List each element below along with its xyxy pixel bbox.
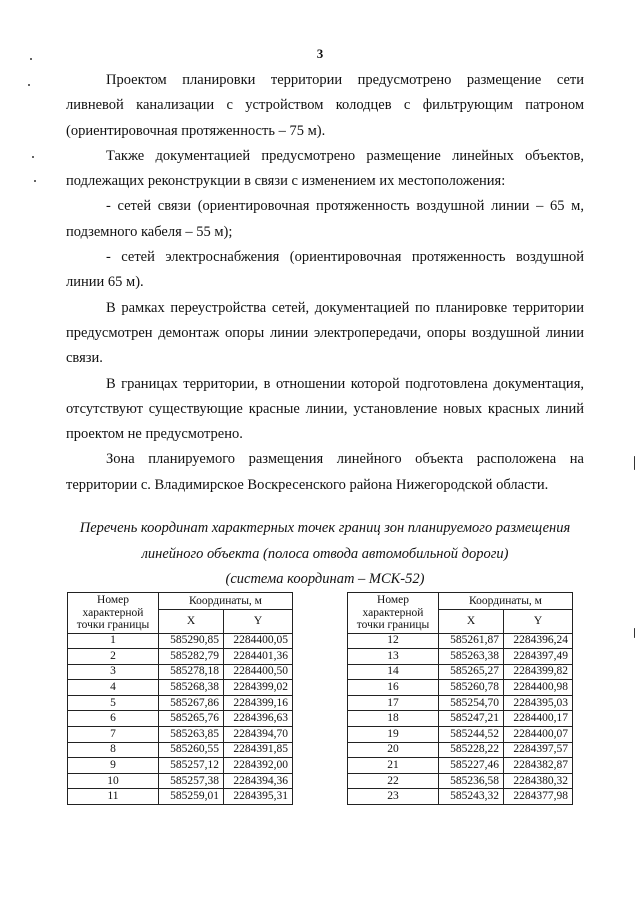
y-coordinate-cell: 2284392,00: [224, 758, 293, 774]
y-coordinate-cell: 2284382,87: [504, 758, 573, 774]
y-coordinate-cell: 2284399,82: [504, 664, 573, 680]
table-row: [68, 789, 293, 805]
column-header-y: Y: [224, 610, 293, 633]
paragraph-stormwater: Проектом планировки территории предусмотрено размещение сети ливневой канализации с устройством колодцев с фильтрующим патроном (ориентировочная протяженность – 75 м).: [66, 72, 584, 139]
point-number-cell: 11: [68, 789, 159, 805]
table-row: [348, 711, 573, 727]
table-caption: [60, 516, 590, 593]
x-coordinate-cell: 585260,78: [439, 680, 504, 696]
column-header-coordinates: Координаты, м: [159, 593, 293, 610]
paragraph-communication-networks: - сетей связи (ориентировочная протяженность воздушной линии – 65 м, подземного кабеля – 55 м);: [66, 198, 584, 240]
table-row: [68, 695, 293, 711]
x-coordinate-cell: 585282,79: [159, 649, 224, 665]
x-coordinate-cell: 585227,46: [439, 758, 504, 774]
y-coordinate-cell: 2284396,63: [224, 711, 293, 727]
column-header-y: Y: [504, 610, 573, 633]
table-row: [68, 664, 293, 680]
y-coordinate-cell: 2284397,49: [504, 649, 573, 665]
y-coordinate-cell: 2284399,16: [224, 695, 293, 711]
table-row: [68, 633, 293, 649]
y-coordinate-cell: 2284391,85: [224, 742, 293, 758]
point-number-cell: 18: [348, 711, 439, 727]
table-row: [68, 742, 293, 758]
point-number-cell: 19: [348, 727, 439, 743]
table-row: [68, 680, 293, 696]
x-coordinate-cell: 585267,86: [159, 695, 224, 711]
scan-speck: [634, 456, 635, 470]
scan-speck: [34, 180, 36, 182]
y-coordinate-cell: 2284394,36: [224, 773, 293, 789]
table-row: [348, 695, 573, 711]
point-number-cell: 6: [68, 711, 159, 727]
x-coordinate-cell: 585263,38: [439, 649, 504, 665]
x-coordinate-cell: 585254,70: [439, 695, 504, 711]
paragraph-power-networks: - сетей электроснабжения (ориентировочная протяженность воздушной линии 65 м).: [66, 249, 584, 291]
y-coordinate-cell: 2284400,05: [224, 633, 293, 649]
table-body-left: [68, 633, 293, 805]
table-row: [348, 742, 573, 758]
table-row: [348, 649, 573, 665]
column-header-x: X: [159, 610, 224, 633]
caption-line: (система координат – МСК-52): [225, 571, 425, 587]
y-coordinate-cell: 2284400,17: [504, 711, 573, 727]
column-header-x: X: [439, 610, 504, 633]
y-coordinate-cell: 2284380,32: [504, 773, 573, 789]
x-coordinate-cell: 585260,55: [159, 742, 224, 758]
table-row: [348, 664, 573, 680]
x-coordinate-cell: 585247,21: [439, 711, 504, 727]
point-number-cell: 16: [348, 680, 439, 696]
y-coordinate-cell: 2284396,24: [504, 633, 573, 649]
column-header-point-number: Номер характерной точки границы: [68, 593, 159, 634]
table-row: [348, 727, 573, 743]
paragraph-red-lines: В границах территории, в отношении которой подготовлена документация, отсутствуют существующие красные линии, установление новых красных линий проектом не предусмотрено.: [66, 375, 584, 443]
scan-speck: [634, 628, 635, 638]
table-row: [348, 680, 573, 696]
table-row: [68, 758, 293, 774]
point-number-cell: 23: [348, 789, 439, 805]
table-row: [68, 727, 293, 743]
table-row: [68, 711, 293, 727]
x-coordinate-cell: 585257,12: [159, 758, 224, 774]
y-coordinate-cell: 2284399,02: [224, 680, 293, 696]
y-coordinate-cell: 2284395,31: [224, 789, 293, 805]
column-header-coordinates: Координаты, м: [439, 593, 573, 610]
column-header-point-number: Номер характерной точки границы: [348, 593, 439, 634]
x-coordinate-cell: 585261,87: [439, 633, 504, 649]
scan-speck: [30, 58, 32, 60]
point-number-cell: 5: [68, 695, 159, 711]
y-coordinate-cell: 2284400,50: [224, 664, 293, 680]
y-coordinate-cell: 2284397,57: [504, 742, 573, 758]
x-coordinate-cell: 585278,18: [159, 664, 224, 680]
point-number-cell: 13: [348, 649, 439, 665]
point-number-cell: 1: [68, 633, 159, 649]
x-coordinate-cell: 585259,01: [159, 789, 224, 805]
x-coordinate-cell: 585290,85: [159, 633, 224, 649]
y-coordinate-cell: 2284377,98: [504, 789, 573, 805]
x-coordinate-cell: 585265,27: [439, 664, 504, 680]
x-coordinate-cell: 585236,58: [439, 773, 504, 789]
table-row: [348, 789, 573, 805]
point-number-cell: 22: [348, 773, 439, 789]
point-number-cell: 2: [68, 649, 159, 665]
coordinates-table-right: [347, 592, 573, 805]
page-number: 3: [316, 46, 324, 61]
paragraph-dismantling: В рамках переустройства сетей, документацией по планировке территории предусмотрен демонтаж опоры линии электропередачи, опоры воздушной линии связи.: [66, 299, 584, 367]
table-row: [68, 649, 293, 665]
table-body-right: [348, 633, 573, 805]
x-coordinate-cell: 585265,76: [159, 711, 224, 727]
point-number-cell: 4: [68, 680, 159, 696]
y-coordinate-cell: 2284395,03: [504, 695, 573, 711]
point-number-cell: 10: [68, 773, 159, 789]
caption-line: Перечень координат характерных точек границ зон планируемого размещения: [79, 520, 571, 536]
point-number-cell: 3: [68, 664, 159, 680]
coordinates-table-left: [67, 592, 293, 805]
point-number-cell: 20: [348, 742, 439, 758]
x-coordinate-cell: 585263,85: [159, 727, 224, 743]
paragraph-reconstruction: Также документацией предусмотрено размещение линейных объектов, подлежащих реконструкции в связи с изменением их местоположения:: [66, 147, 584, 190]
x-coordinate-cell: 585243,32: [439, 789, 504, 805]
point-number-cell: 8: [68, 742, 159, 758]
table-row: [348, 773, 573, 789]
paragraph-location: Зона планируемого размещения линейного объекта расположена на территории с. Владимирское Воскресенского района Нижегородской области.: [66, 451, 584, 493]
body-text: [66, 68, 584, 498]
point-number-cell: 9: [68, 758, 159, 774]
point-number-cell: 21: [348, 758, 439, 774]
table-row: [348, 633, 573, 649]
point-number-cell: 14: [348, 664, 439, 680]
x-coordinate-cell: 585257,38: [159, 773, 224, 789]
table-row: [68, 773, 293, 789]
scan-speck: [32, 156, 34, 158]
point-number-cell: 7: [68, 727, 159, 743]
table-row: [348, 758, 573, 774]
x-coordinate-cell: 585228,22: [439, 742, 504, 758]
y-coordinate-cell: 2284401,36: [224, 649, 293, 665]
y-coordinate-cell: 2284394,70: [224, 727, 293, 743]
scan-speck: [28, 84, 30, 86]
y-coordinate-cell: 2284400,07: [504, 727, 573, 743]
x-coordinate-cell: 585268,38: [159, 680, 224, 696]
caption-line: линейного объекта (полоса отвода автомобильной дороги): [141, 545, 509, 562]
point-number-cell: 17: [348, 695, 439, 711]
x-coordinate-cell: 585244,52: [439, 727, 504, 743]
y-coordinate-cell: 2284400,98: [504, 680, 573, 696]
point-number-cell: 12: [348, 633, 439, 649]
